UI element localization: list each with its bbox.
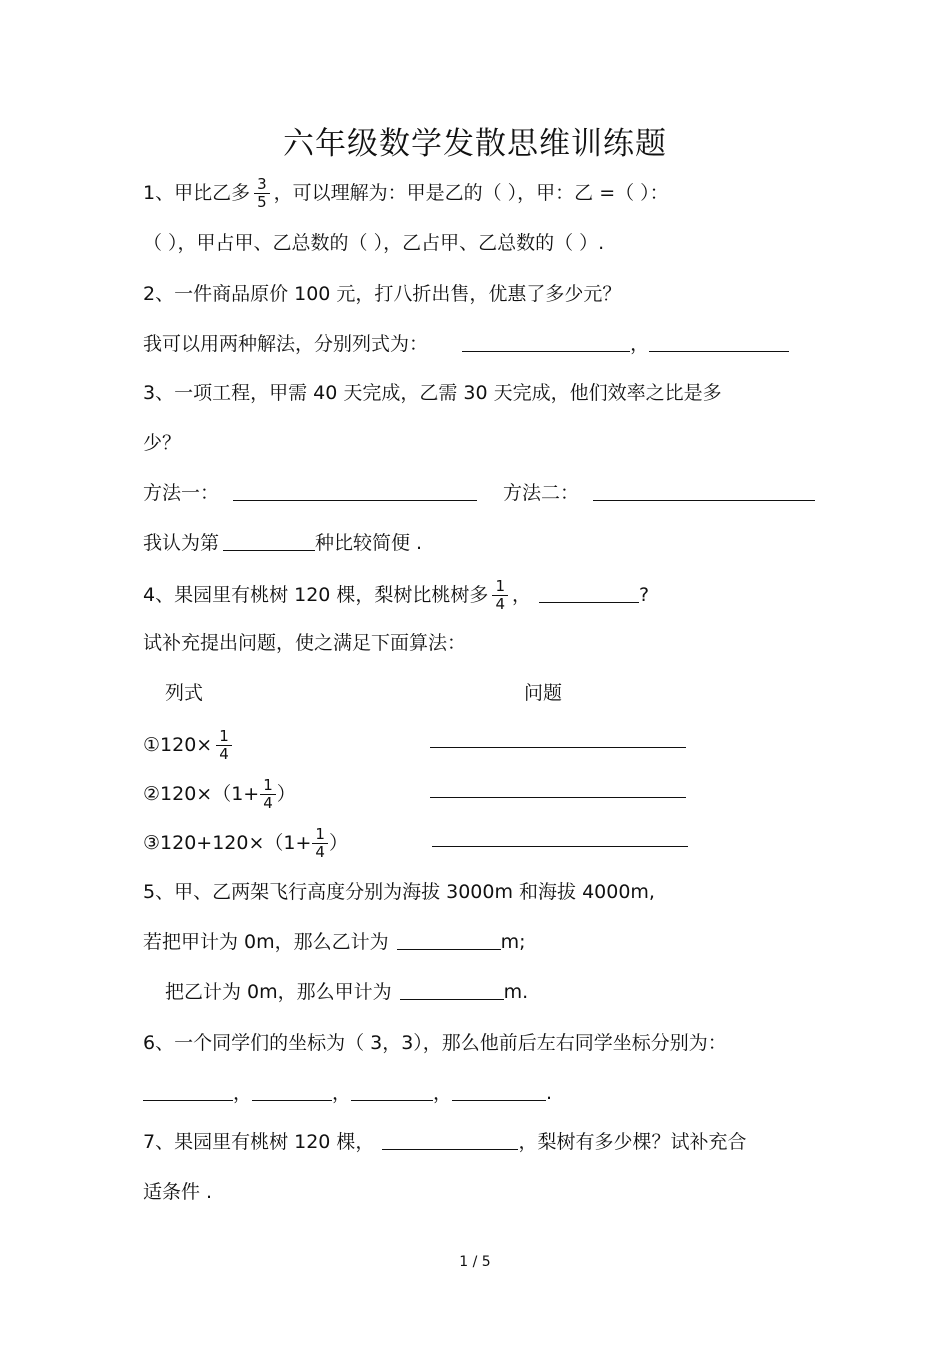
q4-item-2-close: ）	[276, 783, 296, 805]
q7-text-a: 7、果园里有桃树 120 棵，	[143, 1131, 375, 1153]
q4-question-blank[interactable]	[539, 582, 639, 603]
q7-line2: 适条件 .	[143, 1181, 213, 1203]
q6-answers	[143, 1080, 552, 1106]
q4-line1	[143, 578, 649, 613]
q3-choice	[143, 530, 422, 556]
q4-item-3-answer-blank[interactable]	[432, 826, 688, 847]
q4-fraction-numerator: 1	[492, 578, 508, 596]
q4-item-3-close: ）	[328, 832, 348, 854]
q4-item-2-formula: ②120×（1+	[143, 783, 260, 805]
q5-line2-text: 若把甲计为 0m，那么乙计为	[143, 931, 389, 953]
q4-item-3	[143, 826, 348, 861]
q4-question-mark: ?	[639, 584, 650, 606]
q4-col-formula: 列式	[165, 682, 204, 704]
q2-separator: ，	[630, 333, 650, 355]
q7-condition-blank[interactable]	[382, 1129, 518, 1150]
q1-line2: （ ），甲占甲、乙总数的（ ），乙占甲、乙总数的（ ）.	[143, 232, 605, 254]
q3-method2-blank[interactable]	[593, 480, 815, 501]
q6-blank-2[interactable]	[252, 1080, 332, 1101]
q3-line1: 3、一项工程，甲需 40 天完成，乙需 30 天完成，他们效率之比是多	[143, 382, 722, 404]
q4-item-1-numerator: 1	[216, 728, 232, 746]
q1-line1	[143, 176, 669, 211]
q6-line1: 6、一个同学们的坐标为（ 3，3），那么他前后左右同学坐标分别为：	[143, 1032, 727, 1054]
q4-item-3-formula: ③120+120×（1+	[143, 832, 312, 854]
q5-line3	[165, 979, 528, 1005]
q4-item-1-answer-blank[interactable]	[430, 727, 686, 748]
q4-fraction-denominator: 4	[495, 595, 505, 613]
q5-line2	[143, 929, 526, 955]
q2-methods-label: 我可以用两种解法，分别列式为：	[143, 333, 429, 355]
q4-item-2-fraction	[260, 777, 276, 812]
q6-blank-3[interactable]	[351, 1080, 433, 1101]
q3-choice-text-a: 我认为第	[143, 532, 220, 554]
q1-fraction-denominator: 5	[257, 193, 267, 211]
page-title: 六年级数学发散思维训练题	[283, 126, 667, 162]
q3-choice-text-b: 种比较简便 .	[315, 532, 423, 554]
q4-item-1	[143, 728, 236, 763]
q4-item-1-fraction	[216, 728, 232, 763]
q6-blank-4[interactable]	[452, 1080, 546, 1101]
q4-item-3-numerator: 1	[312, 826, 328, 844]
q4-item-1-formula: ①120×	[143, 734, 213, 756]
q5-blank-2[interactable]	[400, 979, 504, 1000]
q5-blank-1[interactable]	[397, 929, 501, 950]
q6-separator-3: ，	[433, 1082, 453, 1104]
q2-answer-blank-2[interactable]	[649, 331, 789, 352]
q7-text-b: ，梨树有多少棵？试补充合	[518, 1131, 747, 1153]
q5-line1: 5、甲、乙两架飞行高度分别为海拔 3000m 和海拔 4000m,	[143, 881, 655, 903]
q3-method1-blank[interactable]	[233, 480, 477, 501]
q4-item-2	[143, 777, 296, 812]
q4-separator: ，	[511, 584, 531, 606]
q4-item-3-denominator: 4	[315, 843, 325, 861]
q4-prompt: 试补充提出问题，使之满足下面算法：	[143, 632, 467, 654]
q1-text-b: ，可以理解为：甲是乙的（ ），甲：乙 =（ ）：	[273, 182, 669, 204]
q4-fraction	[492, 578, 508, 613]
q3-method2-label: 方法二：	[503, 482, 580, 504]
q4-col-question: 问题	[524, 682, 563, 704]
q3-methods	[143, 480, 815, 506]
q2-question: 2、一件商品原价 100 元，打八折出售，优惠了多少元？	[143, 283, 622, 305]
q4-text-a: 4、果园里有桃树 120 棵，梨树比桃树多	[143, 584, 489, 606]
q4-item-2-answer-blank[interactable]	[430, 777, 686, 798]
q5-line3-text: 把乙计为 0m，那么甲计为	[165, 981, 392, 1003]
q3-line2: 少？	[143, 432, 182, 454]
q6-separator-1: ，	[233, 1082, 253, 1104]
q6-end-period: .	[546, 1082, 553, 1104]
q4-item-2-numerator: 1	[260, 777, 276, 795]
q5-line2-unit: m;	[500, 931, 526, 953]
q5-line3-unit: m.	[503, 981, 529, 1003]
q2-methods	[143, 331, 789, 357]
q4-item-1-denominator: 4	[219, 745, 229, 763]
q3-method1-label: 方法一：	[143, 482, 220, 504]
q6-separator-2: ，	[332, 1082, 352, 1104]
q4-item-3-fraction	[312, 826, 328, 861]
q3-choice-blank[interactable]	[223, 530, 315, 551]
q6-blank-1[interactable]	[143, 1080, 233, 1101]
page-number: 1 / 5	[459, 1254, 491, 1270]
q1-text-a: 1、甲比乙多	[143, 182, 251, 204]
q2-answer-blank-1[interactable]	[462, 331, 630, 352]
q7-line1	[143, 1129, 746, 1155]
q1-fraction-numerator: 3	[254, 176, 270, 194]
q1-fraction	[254, 176, 270, 211]
q4-item-2-denominator: 4	[263, 794, 273, 812]
